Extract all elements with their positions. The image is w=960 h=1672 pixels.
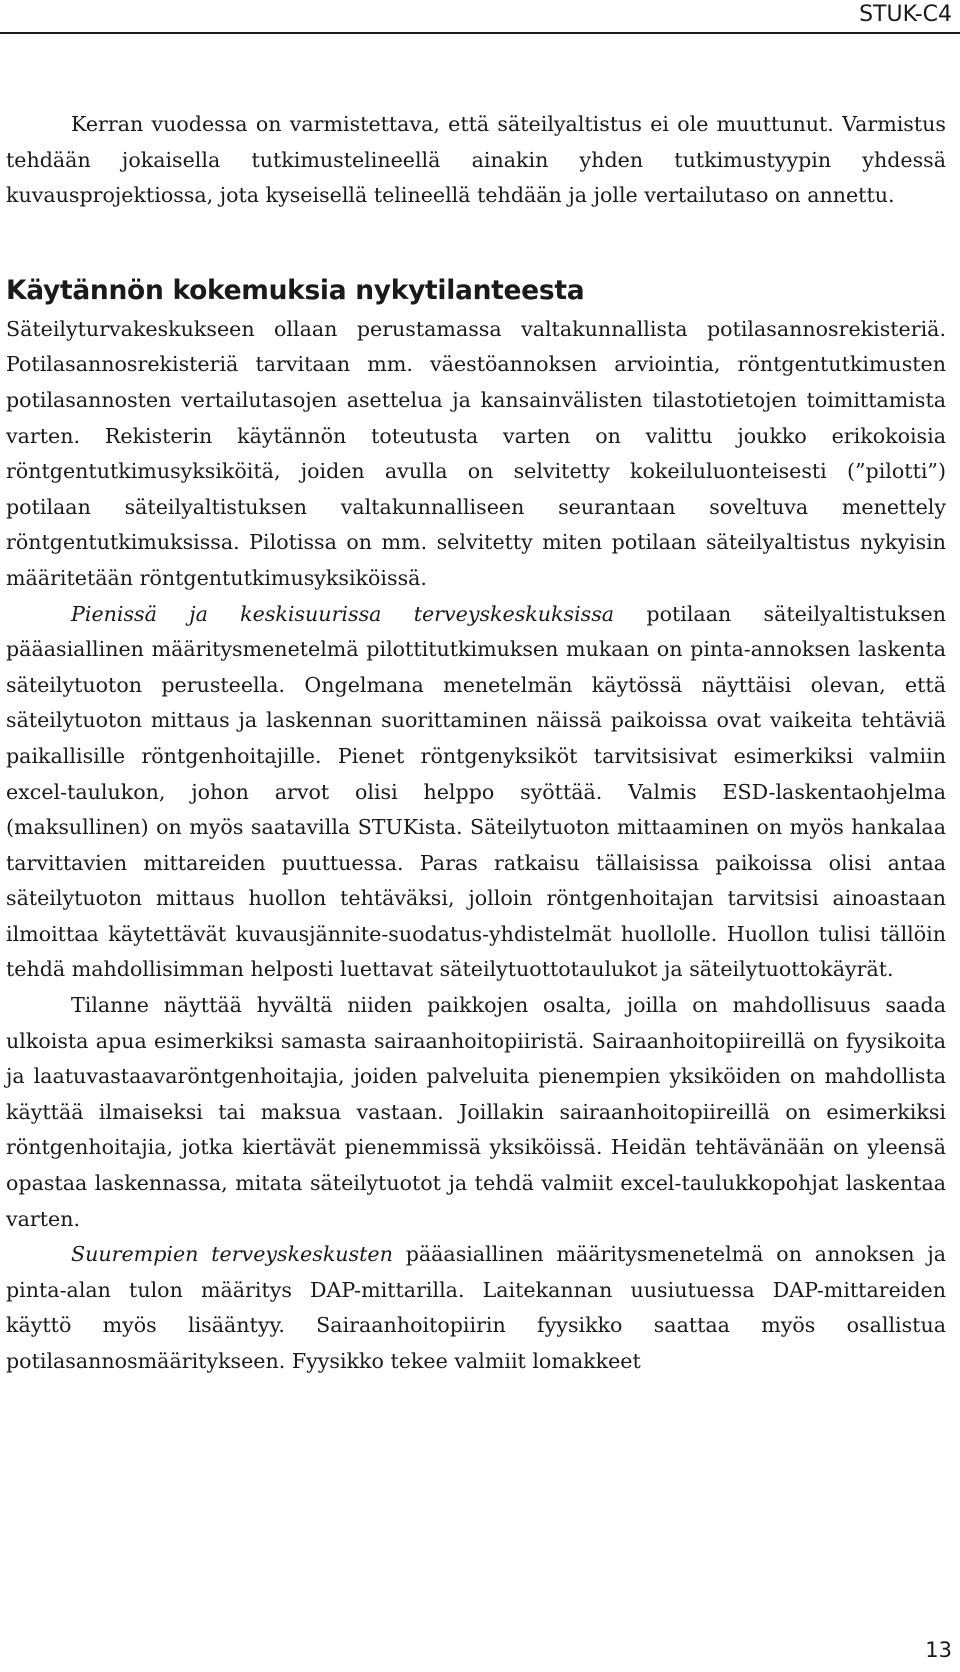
body-paragraph-2 [6, 597, 946, 989]
section-heading: Käytännön kokemuksia nykytilanteesta [6, 274, 585, 306]
document-code: STUK-C4 [859, 2, 952, 27]
intro-paragraph: Kerran vuodessa on varmistettava, että säteilyaltistus ei ole muuttunut. Varmistus tehdään jokaisella tutkimustelineellä ainakin yhden tutkimustyypin yhdessä kuvausprojektiossa, jota kyseisellä telineellä tehdään ja jolle vertailutaso on annettu. [6, 112, 946, 208]
body-paragraph-4-text: pääasiallinen määritysmenetelmä on annoksen ja pinta-alan tulon määritys DAP-mittarilla. Laitekannan uusiutuessa DAP-mittareiden käyttö myös lisääntyy. Sairaanhoitopiirin fyysikko saattaa myös osallistua potilasannosmääritykseen. Fyysikko tekee valmiit lomakkeet [6, 1242, 946, 1373]
section-spacer [6, 214, 946, 274]
header-rule [0, 32, 960, 34]
page-number: 13 [925, 1638, 952, 1662]
emphasis-large-centres: Suurempien terveyskeskusten [71, 1242, 393, 1267]
body-paragraph-1: Säteilyturvakeskukseen ollaan perustamassa valtakunnallista potilasannosrekisteriä. Potilasannosrekisteriä tarvitaan mm. väestöannoksen arviointia, röntgentutkimusten potilasannosten vertailutasojen asettelua ja kansainvälisten tilastotietojen toimittamista varten. Rekisterin käytännön toteutusta varten on valittu joukko erikokoisia röntgentutkimusyksiköitä, joiden avulla on selvitetty kokeiluluonteisesti (”pilotti”) potilaan säteilyaltistuksen valtakunnalliseen seurantaan soveltuva menettely röntgentutkimuksissa. Pilotissa on mm. selvitetty miten potilaan säteilyaltistus nykyisin määritetään röntgentutkimusyksiköissä. [6, 316, 946, 590]
body-paragraph-4 [6, 1237, 946, 1379]
page-content [6, 107, 946, 1380]
body-paragraph-3: Tilanne näyttää hyvältä niiden paikkojen osalta, joilla on mahdollisuus saada ulkoista apua esimerkiksi samasta sairaanhoitopiiristä. Sairaanhoitopiireillä on fyysikoita ja laatuvastaavaröntgenhoitajia, joiden palveluita pienempien yksiköiden on mahdollista käyttää ilmaiseksi tai maksua vastaan. Joillakin sairaanhoitopiireillä on esimerkiksi röntgenhoitajia, jotka kiertävät pienemmissä yksiköissä. Heidän tehtävänään on yleensä opastaa laskennassa, mitata säteilytuotot ja tehdä valmiit excel-taulukkopohjat laskentaa varten. [6, 993, 946, 1231]
emphasis-small-centres: Pienissä ja keskisuurissa terveyskeskuksissa [71, 601, 615, 626]
body-paragraph-2-text: potilaan säteilyaltistuksen pääasiallinen määritysmenetelmä pilottitutkimuksen mukaan on pinta-annoksen laskenta säteilytuoton perusteella. Ongelmana menetelmän käytössä näyttäisi olevan, että säteilytuoton mittaus ja laskennan suorittaminen näissä paikoissa ovat vaikeita tehtäviä paikallisille röntgenhoitajille. Pienet röntgenyksiköt tarvitsisivat esimerkiksi valmiin excel-taulukon, johon arvot olisi helppo syöttää. Valmis ESD-laskentaohjelma (maksullinen) on myös saatavilla STUKista. Säteilytuoton mittaaminen on myös hankalaa tarvittavien mittareiden puuttuessa. Paras ratkaisu tällaisissa paikoissa olisi antaa säteilytuoton mittaus huollon tehtäväksi, jolloin röntgenhoitajan tarvitsisi ainoastaan ilmoittaa käytettävät kuvausjännite-suodatus-yhdistelmät huollolle. Huollon tulisi tällöin tehdä mahdollisimman helposti luettavat säteilytuottotaulukot ja säteilytuottokäyrät. [6, 601, 947, 982]
